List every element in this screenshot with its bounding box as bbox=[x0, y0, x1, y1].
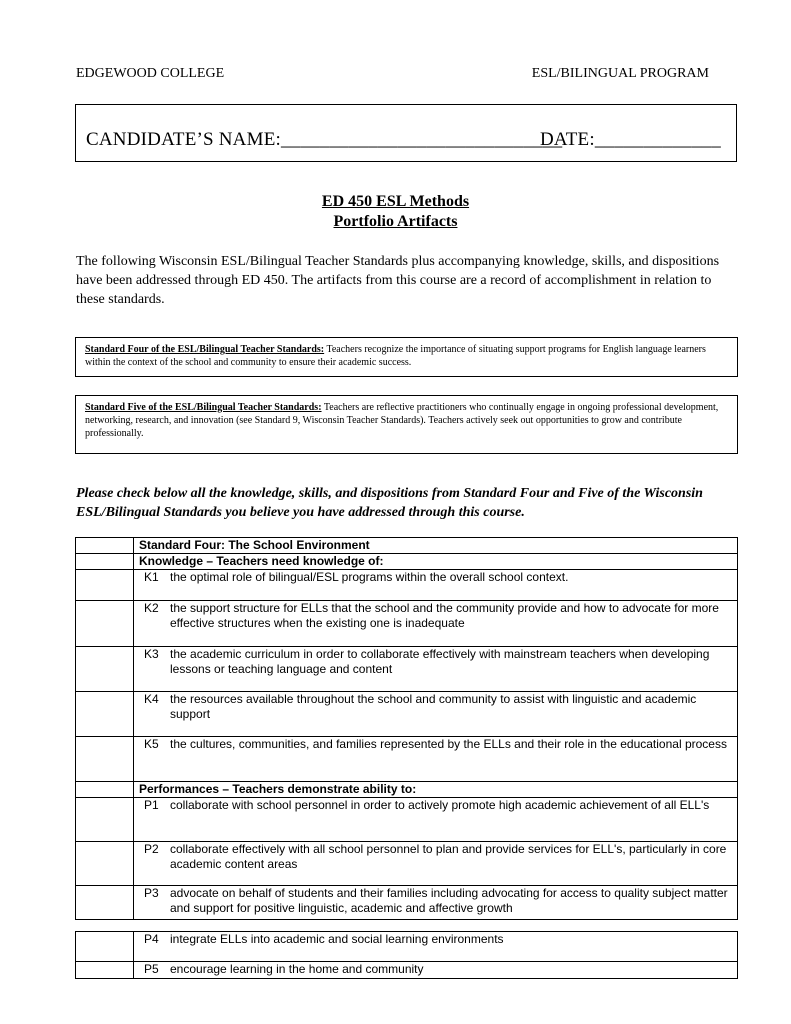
checkbox-p2[interactable] bbox=[76, 842, 134, 886]
checkbox-cell[interactable] bbox=[76, 554, 134, 570]
standards-table bbox=[75, 537, 738, 920]
checkbox-k3[interactable] bbox=[76, 647, 134, 692]
item-code: P2 bbox=[144, 842, 159, 856]
item-text: encourage learning in the home and community bbox=[170, 962, 424, 976]
checkbox-p4[interactable] bbox=[76, 932, 134, 962]
performances-header-row bbox=[76, 782, 738, 798]
table-row bbox=[76, 692, 738, 737]
item-text: integrate ELLs into academic and social learning environments bbox=[170, 932, 504, 946]
standard-four-box bbox=[75, 337, 738, 377]
table-row bbox=[76, 962, 738, 979]
item-text: collaborate effectively with all school personnel to plan and provide services for ELL's, particularly in core academic content areas bbox=[170, 842, 727, 871]
table-row bbox=[76, 798, 738, 842]
table-row bbox=[76, 842, 738, 886]
date-field[interactable]: DATE:_____________ bbox=[540, 129, 721, 150]
item-text: collaborate with school personnel in order to actively promote high academic achievement of all ELL's bbox=[170, 798, 710, 812]
item-text: the academic curriculum in order to collaborate effectively with mainstream teachers when developing lessons or teaching language and content bbox=[170, 647, 710, 676]
table-row bbox=[76, 570, 738, 601]
checkbox-p1[interactable] bbox=[76, 798, 134, 842]
item-code: K2 bbox=[144, 601, 159, 615]
standard-five-label: Standard Five of the ESL/Bilingual Teacher Standards: bbox=[85, 402, 322, 413]
item-text: the cultures, communities, and families represented by the ELLs and their role in the educational process bbox=[170, 737, 727, 751]
item-code: K4 bbox=[144, 692, 159, 706]
table-row bbox=[76, 647, 738, 692]
knowledge-header-row bbox=[76, 554, 738, 570]
checkbox-cell[interactable] bbox=[76, 538, 134, 554]
document-title bbox=[0, 192, 791, 232]
checkbox-k2[interactable] bbox=[76, 601, 134, 647]
checkbox-p5[interactable] bbox=[76, 962, 134, 979]
item-code: P3 bbox=[144, 886, 159, 900]
item-text: the resources available throughout the school and community to assist with linguistic and academic support bbox=[170, 692, 697, 721]
candidate-info-box bbox=[75, 104, 737, 162]
table-row bbox=[76, 886, 738, 920]
standard-five-text: Teachers are reflective practitioners who continually engage in ongoing professional development, networking, research, and innovation (see Standard 9, Wisconsin Teacher Standards). Teachers actively seek out opportunities to grow and contribute professionally. bbox=[85, 402, 719, 439]
item-code: P4 bbox=[144, 932, 159, 946]
checkbox-k5[interactable] bbox=[76, 737, 134, 782]
candidate-name-field[interactable]: CANDIDATE’S NAME:_____________________________ bbox=[86, 129, 563, 150]
checkbox-cell[interactable] bbox=[76, 782, 134, 798]
table-row bbox=[76, 601, 738, 647]
instructions: Please check below all the knowledge, skills, and dispositions from Standard Four and Five of the Wisconsin ESL/Bilingual Standards you believe you have addressed through this course. bbox=[76, 486, 703, 520]
table-header-row bbox=[76, 538, 738, 554]
college-name: EDGEWOOD COLLEGE bbox=[76, 66, 225, 81]
intro-paragraph: The following Wisconsin ESL/Bilingual Teacher Standards plus accompanying knowledge, skills, and dispositions have been addressed through ED 450. The artifacts from this course are a record of accomplishment in relation to these standards. bbox=[76, 254, 720, 307]
portfolio-title: Portfolio Artifacts bbox=[333, 213, 458, 230]
standard-four-text: Teachers recognize the importance of situating support programs for English language learners within the context of the school and community to ensure their academic success. bbox=[85, 344, 706, 368]
standard-five-box bbox=[75, 395, 738, 454]
item-code: P1 bbox=[144, 798, 159, 812]
item-code: K3 bbox=[144, 647, 159, 661]
table-row bbox=[76, 737, 738, 782]
program-name: ESL/BILINGUAL PROGRAM bbox=[531, 66, 709, 81]
performances-header: Performances – Teachers demonstrate ability to: bbox=[134, 782, 738, 798]
table-row bbox=[76, 932, 738, 962]
standard-four-label: Standard Four of the ESL/Bilingual Teacher Standards: bbox=[85, 344, 325, 355]
course-title: ED 450 ESL Methods bbox=[321, 193, 470, 210]
item-text: the support structure for ELLs that the school and the community provide and how to advocate for more effective structures when the existing one is inadequate bbox=[170, 601, 719, 630]
item-code: K5 bbox=[144, 737, 159, 751]
item-text: advocate on behalf of students and their families including advocating for access to quality subject matter and support for positive linguistic, academic and affective growth bbox=[170, 886, 728, 915]
checkbox-p3[interactable] bbox=[76, 886, 134, 920]
knowledge-header: Knowledge – Teachers need knowledge of: bbox=[134, 554, 738, 570]
item-code: K1 bbox=[144, 570, 159, 584]
item-code: P5 bbox=[144, 962, 159, 976]
checkbox-k1[interactable] bbox=[76, 570, 134, 601]
standards-table-continued bbox=[75, 931, 738, 979]
item-text: the optimal role of bilingual/ESL programs within the overall school context. bbox=[170, 570, 569, 584]
checkbox-k4[interactable] bbox=[76, 692, 134, 737]
section-title: Standard Four: The School Environment bbox=[134, 538, 738, 554]
